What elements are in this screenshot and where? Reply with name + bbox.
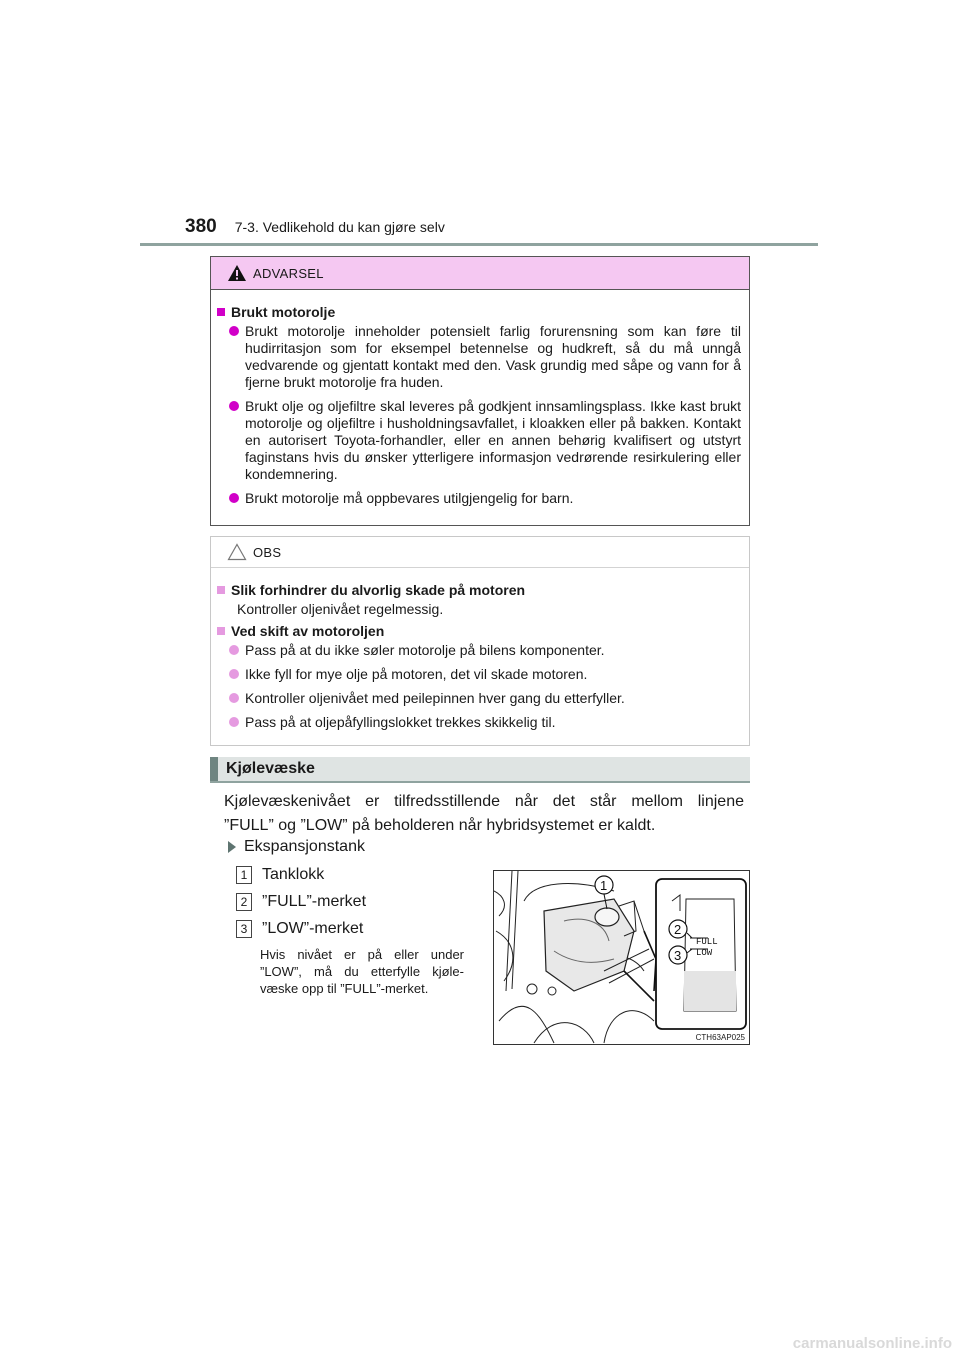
- bullet-dot-icon: [229, 493, 239, 503]
- square-bullet-icon: [217, 586, 225, 594]
- bullet-dot-icon: [229, 717, 239, 727]
- callout-number: 1: [236, 866, 252, 884]
- watermark: carmanualsonline.info: [792, 1335, 952, 1352]
- notice-bullet: Pass på at du ikke søler motorolje på bilens komponenter.: [229, 642, 741, 659]
- coolant-note: Hvis nivået er på eller under ”LOW”, må du etterfylle kjøle-væske opp til ”FULL”-merket.: [260, 947, 464, 996]
- notice-bullet: Pass på at oljepåfyllingslokket trekkes skikkelig til.: [229, 714, 741, 731]
- notice-text: Kontroller oljenivået regelmessig.: [237, 601, 444, 617]
- callout-number: 3: [236, 920, 252, 938]
- warning-box: [210, 256, 750, 526]
- bullet-dot-icon: [229, 669, 239, 679]
- warning-header: [211, 257, 749, 290]
- figure-code: CTH63AP025: [695, 1033, 745, 1042]
- notice-box: [210, 536, 750, 746]
- section-title: 7-3. Vedlikehold du kan gjøre selv: [234, 219, 445, 235]
- page-header: [185, 216, 445, 238]
- warning-title: ADVARSEL: [253, 265, 324, 281]
- warning-icon: [227, 264, 247, 282]
- callout-3-label: 3: [674, 948, 682, 963]
- engine-bay-illustration: [494, 871, 749, 1044]
- coolant-intro: Kjølevæskenivået er tilfredsstillende når det står mellom linjene ”FULL” og ”LOW” på beholderen når hybridsystemet er kaldt.: [224, 793, 744, 834]
- bullet-dot-icon: [229, 326, 239, 336]
- legend-item: 1 Tanklokk: [236, 866, 324, 884]
- warning-subheading: Brukt motorolje: [217, 304, 741, 320]
- bullet-dot-icon: [229, 693, 239, 703]
- header-rule: [140, 243, 818, 246]
- expansion-tank-subheading: Ekspansjonstank: [228, 838, 365, 856]
- page-number: 380: [185, 216, 217, 237]
- legend-item: 2 ”FULL”-merket: [236, 893, 366, 911]
- triangle-bullet-icon: [228, 841, 236, 853]
- coolant-heading: Kjølevæske: [226, 760, 315, 777]
- notice-subheading: Ved skift av motoroljen: [217, 623, 741, 639]
- section-accent: [210, 757, 218, 781]
- coolant-section-bar: [210, 757, 750, 783]
- legend-item: 3 ”LOW”-merket: [236, 920, 363, 938]
- warning-bullet: Brukt olje og oljefiltre skal leveres på godkjent innsamlingsplass. Ikke kast brukt motorolje og oljefiltre i husholdningsavfallet, i kloakken eller på bakken. Kontakt en autorisert Toyota-forhandler, eller en annen behørig kvalifisert og utstyrt faginstans hvis du ønsker ytterligere informasjon vedrørende resirkulering eller kondemnering.: [229, 398, 741, 483]
- caution-outline-icon: [227, 543, 247, 561]
- callout-2-label: 2: [674, 922, 682, 937]
- callout-number: 2: [236, 893, 252, 911]
- warning-bullet: Brukt motorolje inneholder potensielt farlig forurensning som kan føre til hudirritasjon som for eksempel betennelse og hudkreft, så du må unngå vedvarende og gjentatt kontakt med den. Vask grundig med såpe og vann for å fjerne brukt motorolje fra huden.: [229, 323, 741, 391]
- notice-bullet: Ikke fyll for mye olje på motoren, det vil skade motoren.: [229, 666, 741, 683]
- callout-1-label: 1: [600, 878, 608, 893]
- bullet-dot-icon: [229, 645, 239, 655]
- full-mark-label: FULL: [696, 937, 718, 947]
- square-bullet-icon: [217, 627, 225, 635]
- notice-title: OBS: [253, 544, 282, 560]
- bullet-dot-icon: [229, 401, 239, 411]
- notice-subheading: Slik forhindrer du alvorlig skade på motoren: [217, 582, 741, 598]
- low-mark-label: LOW: [696, 948, 713, 958]
- notice-header: [211, 537, 749, 568]
- coolant-tank-figure: [493, 870, 750, 1045]
- warning-bullet: Brukt motorolje må oppbevares utilgjengelig for barn.: [229, 490, 741, 507]
- square-bullet-icon: [217, 308, 225, 316]
- notice-bullet: Kontroller oljenivået med peilepinnen hver gang du etterfyller.: [229, 690, 741, 707]
